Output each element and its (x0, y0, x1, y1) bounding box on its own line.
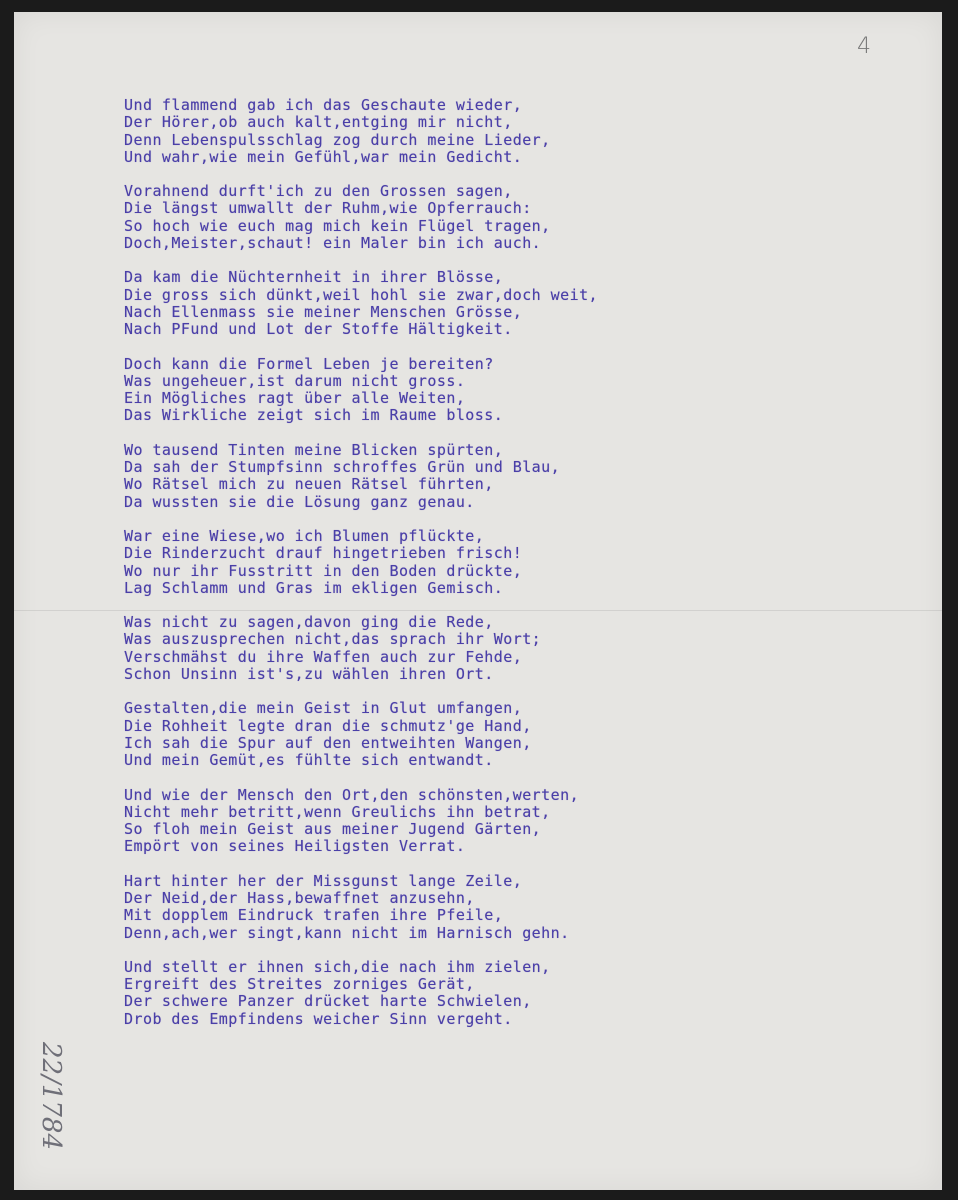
stanza (124, 269, 744, 338)
poem-line: Wo tausend Tinten meine Blicken spürten, (124, 440, 504, 459)
poem-line: Ergreift des Streites zorniges Gerät, (124, 975, 475, 994)
poem-line: Was auszusprechen nicht,das sprach ihr Wort; (124, 630, 542, 649)
poem-line: Der schwere Panzer drücket harte Schwielen, (124, 992, 532, 1011)
poem-line: Und stellt er ihnen sich,die nach ihm zielen, (124, 957, 551, 976)
poem-line: Das Wirkliche zeigt sich im Raume bloss. (124, 406, 504, 425)
poem-line: Die gross sich dünkt,weil hohl sie zwar,doch weit, (124, 285, 599, 304)
poem-line: War eine Wiese,wo ich Blumen pflückte, (124, 526, 485, 545)
poem-line: Ein Mögliches ragt über alle Weiten, (124, 389, 466, 408)
poem-line: Der Hörer,ob auch kalt,entging mir nicht, (124, 113, 513, 132)
poem-line: Gestalten,die mein Geist in Glut umfangen, (124, 699, 523, 718)
poem-line: Die Rinderzucht drauf hingetrieben frisch! (124, 544, 523, 563)
poem-line: Doch,Meister,schaut! ein Maler bin ich auch. (124, 234, 542, 253)
poem-line: Die Rohheit legte dran die schmutz'ge Hand, (124, 716, 532, 735)
poem-line: Was nicht zu sagen,davon ging die Rede, (124, 613, 494, 632)
poem-line: Verschmähst du ihre Waffen auch zur Fehde, (124, 647, 523, 666)
poem-line: Denn,ach,wer singt,kann nicht im Harnisch gehn. (124, 923, 570, 942)
stanza (124, 873, 744, 942)
stanza (124, 700, 744, 769)
poem-text (124, 97, 744, 1045)
poem-line: Drob des Empfindens weicher Sinn vergeht. (124, 1009, 513, 1028)
poem-line: Da wussten sie die Lösung ganz genau. (124, 492, 475, 511)
poem-line: Wo Rätsel mich zu neuen Rätsel führten, (124, 475, 494, 494)
poem-line: Was ungeheuer,ist darum nicht gross. (124, 371, 466, 390)
poem-line: Mit dopplem Eindruck trafen ihre Pfeile, (124, 906, 504, 925)
poem-line: Nach PFund und Lot der Stoffe Hältigkeit. (124, 320, 513, 339)
stanza (124, 959, 744, 1028)
poem-line: Nicht mehr betritt,wenn Greulichs ihn betrat, (124, 802, 551, 821)
poem-line: Und wahr,wie mein Gefühl,war mein Gedicht. (124, 147, 523, 166)
poem-line: Und flammend gab ich das Geschaute wieder, (124, 96, 523, 114)
stanza (124, 528, 744, 597)
poem-line: Hart hinter her der Missgunst lange Zeile, (124, 871, 523, 890)
page-number: 4 (857, 34, 871, 59)
poem-line: Doch kann die Formel Leben je bereiten? (124, 354, 494, 373)
poem-line: Da sah der Stumpfsinn schroffes Grün und Blau, (124, 458, 561, 477)
stanza (124, 442, 744, 511)
poem-line: So hoch wie euch mag mich kein Flügel tragen, (124, 216, 551, 235)
poem-line: Empört von seines Heiligsten Verrat. (124, 837, 466, 856)
poem-line: Schon Unsinn ist's,zu wählen ihren Ort. (124, 665, 494, 684)
poem-line: Und wie der Mensch den Ort,den schönsten,werten, (124, 785, 580, 804)
document-page (14, 12, 942, 1190)
stanza (124, 97, 744, 166)
poem-line: Ich sah die Spur auf den entweihten Wangen, (124, 733, 532, 752)
poem-line: Der Neid,der Hass,bewaffnet anzusehn, (124, 888, 475, 907)
poem-line: Nach Ellenmass sie meiner Menschen Grösse, (124, 302, 523, 321)
poem-line: Lag Schlamm und Gras im ekligen Gemisch. (124, 578, 504, 597)
archive-number-handwritten: 22/1784 (36, 1042, 66, 1151)
poem-line: Wo nur ihr Fusstritt in den Boden drückte, (124, 561, 523, 580)
poem-line: Da kam die Nüchternheit in ihrer Blösse, (124, 268, 504, 287)
poem-line: Die längst umwallt der Ruhm,wie Opferrauch: (124, 199, 532, 218)
stanza (124, 356, 744, 425)
stanza (124, 614, 744, 683)
poem-line: So floh mein Geist aus meiner Jugend Gärten, (124, 820, 542, 839)
poem-line: Und mein Gemüt,es fühlte sich entwandt. (124, 751, 494, 770)
poem-line: Denn Lebenspulsschlag zog durch meine Lieder, (124, 130, 551, 149)
stanza (124, 183, 744, 252)
poem-line: Vorahnend durft'ich zu den Grossen sagen, (124, 182, 513, 201)
stanza (124, 787, 744, 856)
